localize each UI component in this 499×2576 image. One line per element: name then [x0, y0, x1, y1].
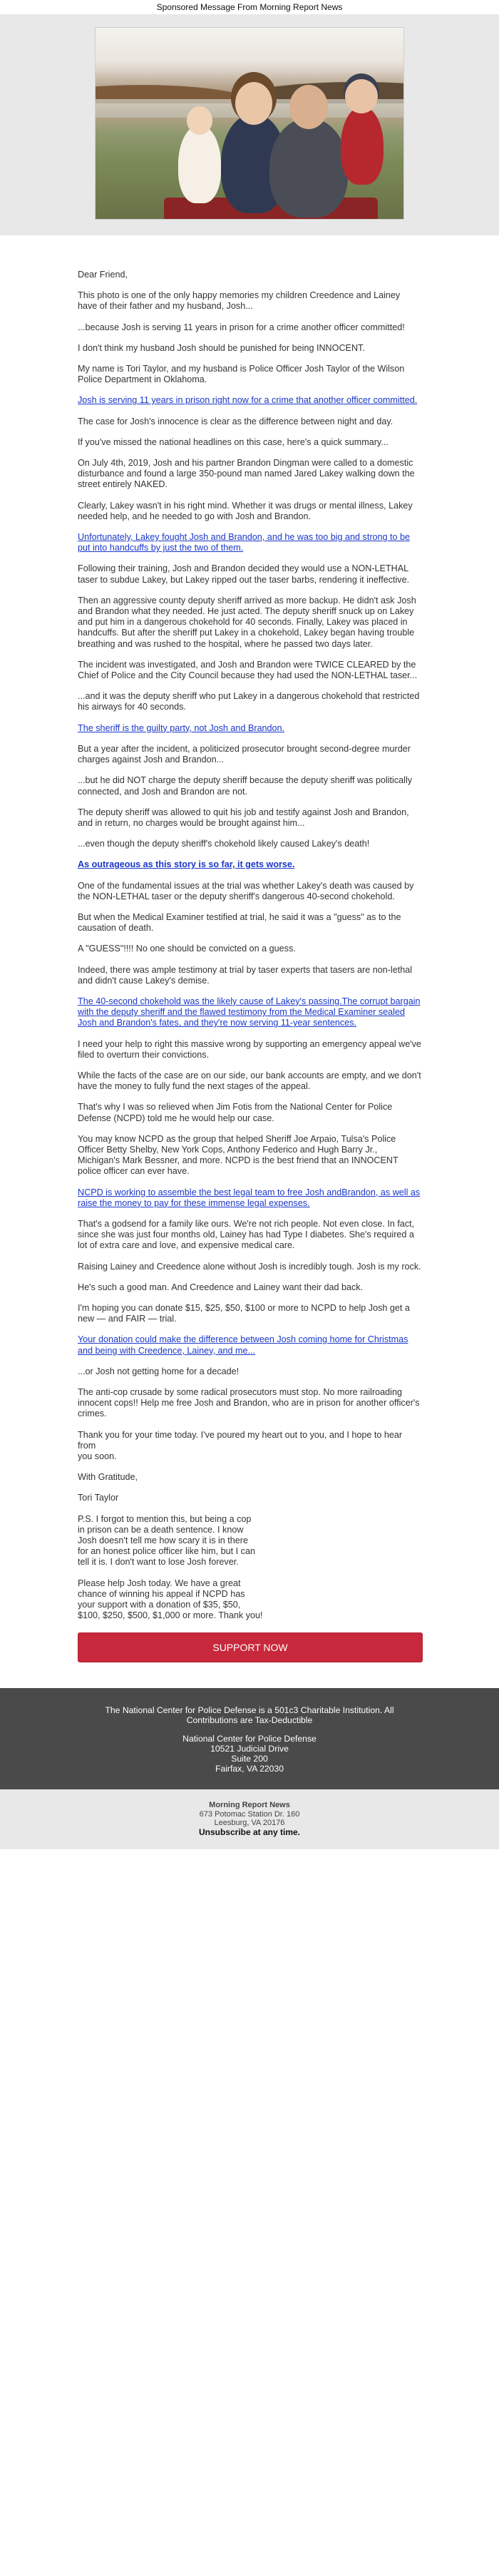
paragraph: Following their training, Josh and Brandon decided they would use a NON-LETHAL taser to subdue Lakey, but Lakey ripped out the taser barbs, rendering it ineffective. — [78, 563, 410, 585]
paragraph: But when the Medical Examiner testified at trial, he said it was a "guess" as to the causation of death. — [78, 911, 401, 934]
paragraph: The case for Josh's innocence is clear as the difference between night and day. — [78, 416, 393, 426]
family-photo — [95, 27, 404, 220]
org-suite: Suite 200 — [231, 1754, 268, 1764]
appeal-line: Please help Josh today. We have a great — [78, 1578, 241, 1588]
thanks-line: you soon. — [78, 1451, 117, 1462]
paragraph: ...or Josh not getting home for a decade! — [78, 1366, 240, 1376]
org-name: National Center for Police Defense — [182, 1734, 317, 1744]
paragraph: This photo is one of the only happy memories my children Creedence and Lainey have of their father and my husband, Josh... — [78, 290, 401, 312]
paragraph: Clearly, Lakey wasn't in his right mind. Whether it was drugs or mental illness, Lakey needed help, and he needed to go with Josh and Brandon. — [78, 500, 413, 521]
paragraph: That's why I was so relieved when Jim Fotis from the National Center for Police Defense (NCPD) told me he would help our case. — [78, 1102, 393, 1123]
paragraph: While the facts of the case are on our side, our bank accounts are empty, and we don't have the money to fully fund the next stages of the appeal. — [78, 1070, 421, 1092]
story-link-bold[interactable]: As outrageous as this story is so far, it gets worse. — [78, 859, 295, 870]
footer-org — [0, 1688, 499, 1789]
publisher-street: 673 Potomac Station Dr. 160 — [199, 1809, 300, 1819]
donation-link[interactable]: Your donation could make the difference between Josh coming home for Christmas and being with Creedence, Lainey, and me... — [78, 1334, 408, 1356]
paragraph: That's a godsend for a family like ours. We're not rich people. Not even close. In fact, since she was just four months old, Lainey has had Type I diabetes. She's required a lot of extra care and love, and expensive medical care. — [78, 1218, 415, 1251]
paragraph: A "GUESS"!!!! No one should be convicted on a guess. — [78, 944, 296, 954]
tax-disclaimer: The National Center for Police Defense is a 501c3 Charitable Institution. All Contributions are Tax-Deductible — [105, 1705, 394, 1726]
story-link[interactable]: NCPD is working to assemble the best legal team to free Josh andBrandon, as well as raise the money to pay for these immense legal expenses. — [78, 1187, 421, 1208]
paragraph: The incident was investigated, and Josh and Brandon were TWICE CLEARED by the Chief of Police and the City Council because they had used the NON-LETHAL taser... — [78, 659, 418, 681]
paragraph: ...and it was the deputy sheriff who put Lakey in a dangerous chokehold that restricted his airways for 40 seconds. — [78, 691, 420, 712]
paragraph: One of the fundamental issues at the trial was whether Lakey's death was caused by the NON-LETHAL taser or the deputy sheriff's dangerous 40-second chokehold. — [78, 880, 414, 901]
appeal-line: chance of winning his appeal if NCPD has — [78, 1588, 245, 1599]
paragraph: If you've missed the national headlines on this case, here's a quick summary... — [78, 436, 389, 447]
paragraph: The anti-cop crusade by some radical prosecutors must stop. No more railroading innocent cops!! Help me free Josh and Brandon, who are in prison for another officer's crimes. — [78, 1387, 420, 1419]
paragraph: Raising Lainey and Creedence alone without Josh is incredibly tough. Josh is my rock. — [78, 1261, 421, 1272]
publisher-name: Morning Report News — [209, 1801, 290, 1810]
paragraph: But a year after the incident, a politicized prosecutor brought second-degree murder charges against Josh and Brandon... — [78, 743, 411, 765]
paragraph: ...but he did NOT charge the deputy sheriff because the deputy sheriff was politically connected, and Josh and Brandon are not. — [78, 775, 413, 797]
paragraph: The deputy sheriff was allowed to quit his job and testify against Josh and Brandon, and in return, no charges would be brought against him... — [78, 807, 409, 828]
paragraph: He's such a good man. And Creedence and Lainey want their dad back. — [78, 1282, 364, 1292]
unsubscribe-link[interactable]: Unsubscribe at any time. — [198, 1826, 301, 1837]
paragraph: I don't think my husband Josh should be punished for being INNOCENT. — [78, 342, 365, 353]
story-link[interactable]: The 40-second chokehold was the likely cause of Lakey's passing.The corrupt bargain with the deputy sheriff and the flawed testimony from the Medical Examiner sealed Josh and Brandon's fates, and they're now serving 11-year sentences. — [78, 996, 421, 1028]
ps-line: Josh doesn't tell me how scary it is in there — [78, 1535, 248, 1546]
paragraph: ...because Josh is serving 11 years in prison for a crime another officer committed! — [78, 322, 405, 332]
story-link[interactable]: The sheriff is the guilty party, not Josh and Brandon. — [78, 722, 285, 733]
support-now-button[interactable]: SUPPORT NOW — [78, 1632, 423, 1662]
postscript — [78, 1514, 421, 1568]
letter-body — [78, 235, 421, 1621]
footer-publisher — [0, 1789, 499, 1849]
story-link[interactable]: Unfortunately, Lakey fought Josh and Brandon, and he was too big and strong to be put into handcuffs by just the two of them. — [78, 532, 411, 553]
appeal-line: $100, $250, $500, $1,000 or more. Thank you! — [78, 1610, 263, 1621]
paragraph: You may know NCPD as the group that helped Sheriff Joe Arpaio, Tulsa's Police Officer Betty Shelby, New York Cops, Anthony Federico and Hugh Barry Jr., Michigan's Mark Bessner, and more. NCPD is the best friend that an INNOCENT police officer can ever have. — [78, 1133, 398, 1177]
ps-line: tell it is. I don't want to lose Josh forever. — [78, 1557, 239, 1568]
paragraph-thanks — [78, 1430, 421, 1463]
thanks-line: Thank you for your time today. I've poured my heart out to you, and I hope to hear from — [78, 1429, 403, 1451]
greeting: Dear Friend, — [78, 270, 128, 280]
sponsor-banner: Sponsored Message From Morning Report News — [0, 0, 499, 14]
paragraph: I'm hoping you can donate $15, $25, $50, $100 or more to NCPD to help Josh get a new — and FAIR — trial. — [78, 1303, 410, 1324]
ps-line: for an honest police officer like him, but I can — [78, 1546, 255, 1557]
story-link[interactable]: Josh is serving 11 years in prison right now for a crime that another officer committed. — [78, 395, 418, 406]
paragraph: ...even though the deputy sheriff's chokehold likely caused Lakey's death! — [78, 839, 370, 849]
org-address — [0, 1734, 499, 1774]
paragraph: Then an aggressive county deputy sheriff arrived as more backup. He didn't ask Josh and Brandon what they needed. He just acted. The deputy sheriff snuck up on Lakey and put him in a dangerous chokehold for 40 seconds. Finally, Lakey was placed in handcuffs. But after the sheriff put Lakey in a chokehold, Lakey began having trouble breathing and was rushed to the hospital, where he passed two days later. — [78, 595, 416, 649]
hero-section — [0, 14, 499, 235]
org-city: Fairfax, VA 22030 — [215, 1764, 284, 1774]
paragraph: I need your help to right this massive wrong by supporting an emergency appeal we've filed to overturn their convictions. — [78, 1038, 421, 1060]
signature: Tori Taylor — [78, 1493, 119, 1503]
ps-line: in prison can be a death sentence. I know — [78, 1524, 244, 1535]
paragraph: On July 4th, 2019, Josh and his partner Brandon Dingman were called to a domestic disturbance and found a large 350-pound man named Jared Lakey walking down the street entirely NAKED. — [78, 458, 415, 490]
paragraph: My name is Tori Taylor, and my husband is Police Officer Josh Taylor of the Wilson Police Department in Oklahoma. — [78, 364, 405, 385]
closing: With Gratitude, — [78, 1472, 138, 1483]
paragraph: Indeed, there was ample testimony at trial by taser experts that tasers are non-lethal and didn't cause Lakey's demise. — [78, 964, 413, 986]
appeal-line: your support with a donation of $35, $50, — [78, 1600, 241, 1610]
org-street: 10521 Judicial Drive — [210, 1744, 289, 1754]
ps-line: P.S. I forgot to mention this, but being a cop — [78, 1513, 252, 1524]
final-appeal — [78, 1578, 421, 1622]
publisher-city: Leesburg, VA 20176 — [214, 1819, 285, 1828]
